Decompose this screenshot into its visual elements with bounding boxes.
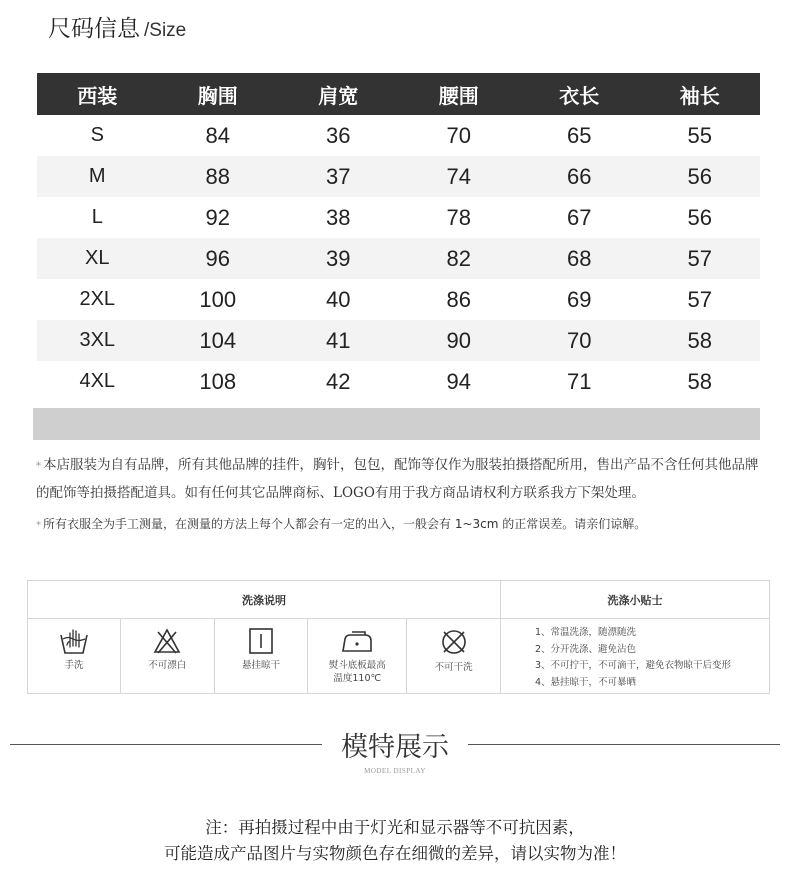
wash-item-hand-wash xyxy=(28,619,121,693)
wash-label: 不可漂白 xyxy=(148,660,187,671)
table-cell: 66 xyxy=(567,163,592,189)
table-cell: 2XL xyxy=(79,288,116,310)
table-cell: 96 xyxy=(205,245,230,271)
wash-item-iron xyxy=(308,619,407,693)
table-cell: 3XL xyxy=(79,329,116,351)
header-cell-shoulder: 肩宽 xyxy=(318,83,359,108)
iron-label-line1: 熨斗底板最高 xyxy=(328,660,386,671)
table-row xyxy=(37,361,760,402)
list-item: 2、分开洗涤、避免沾色 xyxy=(535,643,637,655)
hand-wash-icon xyxy=(59,627,89,655)
notes-block xyxy=(36,452,760,539)
wash-title: 洗涤说明 xyxy=(28,581,501,619)
table-cell: 4XL xyxy=(79,370,116,392)
note-measure-text: 所有衣服全为手工测量，在测量的方法上每个人都会有一定的出入，一般会有 1~3cm 的正常误差。请亲们谅解。 xyxy=(43,517,647,531)
table-cell: 56 xyxy=(687,163,712,189)
list-item: 3、不可拧干，不可滴干，避免衣物晾干后变形 xyxy=(535,660,732,671)
header-cell-size: 西装 xyxy=(77,83,118,108)
table-cell: 71 xyxy=(567,368,592,394)
table-cell: 37 xyxy=(326,163,351,189)
hang-dry-icon xyxy=(246,627,276,655)
table-row xyxy=(37,279,760,320)
wash-tips-list xyxy=(535,625,731,691)
table-cell: 94 xyxy=(446,368,471,394)
table-cell: 42 xyxy=(326,368,351,394)
note-brand-text: 本店服装为自有品牌，所有其他品牌的挂件，胸针，包包，配饰等仅作为服装拍摄搭配所用，售出产品不含任何其他品牌的配饰等拍摄搭配道具。如有任何其它品牌商标、LOGO有用于我方商品请权利方联系我方下架处理。 xyxy=(36,457,759,501)
table-row xyxy=(37,320,760,361)
table-cell: 78 xyxy=(446,204,471,230)
size-table-header xyxy=(37,73,760,115)
wash-tips-title: 洗涤小贴士 xyxy=(501,581,769,619)
table-cell: 57 xyxy=(687,286,712,312)
list-item: 1、常温洗涤，随漂随洗 xyxy=(535,627,637,638)
color-disclaimer xyxy=(0,815,790,867)
size-section-title xyxy=(48,10,186,44)
table-cell: 56 xyxy=(687,204,712,230)
table-cell: 41 xyxy=(326,327,351,353)
header-cell-length: 衣长 xyxy=(559,83,600,108)
size-title-en: /Size xyxy=(144,20,187,41)
wash-label: 不可干洗 xyxy=(434,662,473,673)
iron-110-icon xyxy=(340,627,374,655)
table-cell: 39 xyxy=(326,245,351,271)
table-cell: 86 xyxy=(446,286,471,312)
note-brand xyxy=(36,452,760,507)
divider-line-left xyxy=(10,744,322,745)
table-cell: 58 xyxy=(687,327,712,353)
table-cell: XL xyxy=(85,247,110,269)
iron-label-line2: 温度110℃ xyxy=(333,673,382,684)
table-cell: 88 xyxy=(205,163,230,189)
table-cell: L xyxy=(91,206,103,228)
table-cell: 68 xyxy=(567,245,592,271)
note-measure xyxy=(36,511,760,539)
washing-instructions xyxy=(27,580,770,694)
table-cell: 57 xyxy=(687,245,712,271)
header-cell-waist: 腰围 xyxy=(438,83,479,108)
no-dry-clean-icon xyxy=(439,627,469,657)
table-cell: 82 xyxy=(446,245,471,271)
note-star: * xyxy=(36,520,41,531)
wash-label xyxy=(329,659,386,685)
wash-item-no-dry-clean xyxy=(407,619,500,693)
divider-line-right xyxy=(468,744,780,745)
size-title-cn: 尺码信息 xyxy=(48,16,140,42)
wash-item-hang-dry xyxy=(215,619,309,693)
list-item: 4、悬挂晾干，不可暴晒 xyxy=(535,676,637,688)
header-cell-chest: 胸围 xyxy=(197,83,238,108)
table-cell: M xyxy=(88,165,106,187)
table-row xyxy=(37,197,760,238)
model-display-subtitle: MODEL DISPLAY xyxy=(364,767,426,775)
table-cell: 67 xyxy=(567,204,592,230)
table-cell: 40 xyxy=(326,286,351,312)
disclaimer-line: 注：再拍摄过程中由于灯光和显示器等不可抗因素， xyxy=(205,818,585,837)
table-cell: S xyxy=(90,124,104,146)
table-row xyxy=(37,156,760,197)
table-cell: 104 xyxy=(199,327,237,353)
table-cell: 38 xyxy=(326,204,351,230)
table-cell: 108 xyxy=(199,368,237,394)
table-row xyxy=(37,238,760,279)
table-cell: 36 xyxy=(326,122,351,148)
note-star: * xyxy=(36,461,41,472)
model-display-title: 模特展示 xyxy=(341,732,449,763)
table-cell: 100 xyxy=(199,286,237,312)
table-cell: 84 xyxy=(205,122,230,148)
size-table xyxy=(37,73,760,402)
wash-label: 悬挂晾干 xyxy=(241,660,280,671)
table-cell: 55 xyxy=(687,122,712,148)
table-cell: 74 xyxy=(446,163,471,189)
table-cell: 90 xyxy=(446,327,471,353)
disclaimer-line: 可能造成产品图片与实物颜色存在细微的差异，请以实物为准！ xyxy=(164,844,626,863)
table-row xyxy=(37,115,760,156)
table-cell: 69 xyxy=(567,286,592,312)
table-cell: 58 xyxy=(687,368,712,394)
divider-bar xyxy=(33,408,760,440)
wash-icon-row xyxy=(28,619,501,693)
no-bleach-icon xyxy=(152,627,182,655)
wash-item-no-bleach xyxy=(121,619,215,693)
table-cell: 65 xyxy=(567,122,592,148)
table-cell: 70 xyxy=(567,327,592,353)
table-cell: 92 xyxy=(205,204,230,230)
header-cell-sleeve: 袖长 xyxy=(679,83,720,108)
table-cell: 70 xyxy=(446,122,471,148)
wash-label: 手洗 xyxy=(64,660,84,671)
